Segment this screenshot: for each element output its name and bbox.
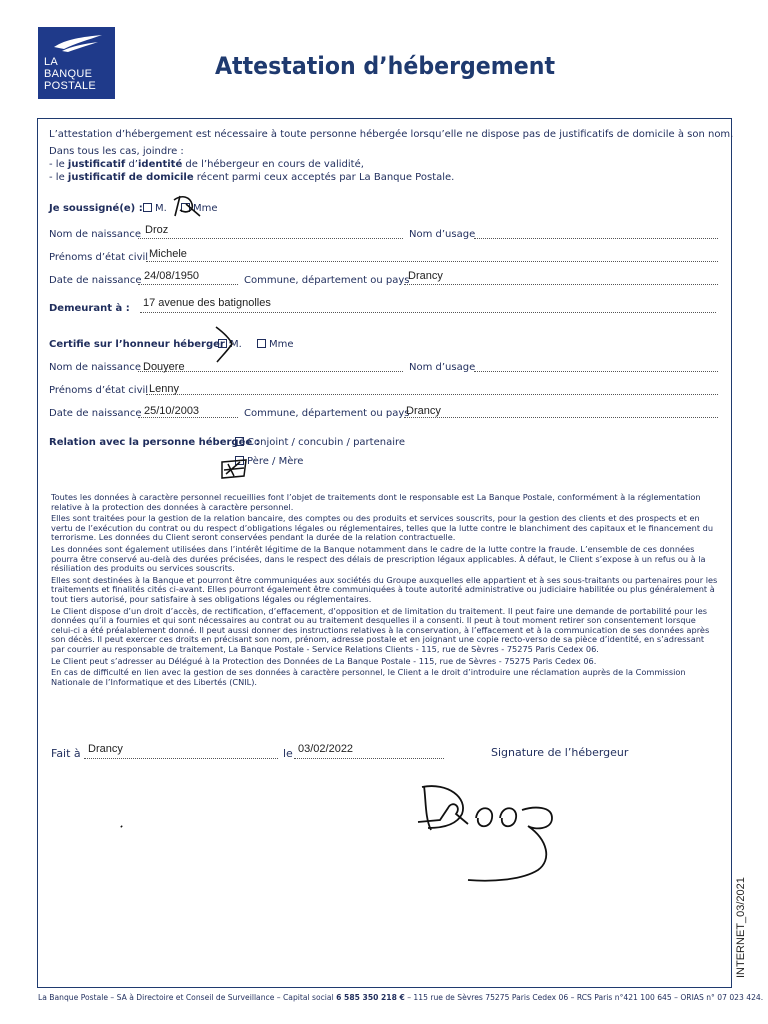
fait-value[interactable]: Drancy [88, 743, 123, 755]
host-signature-icon [418, 786, 552, 881]
legal-paragraph-2: Elles sont traitées pour la gestion de la relation bancaire, des comptes ou des produits et services souscrits, pour la gestion des clients et des prospects et en vertu de l’exécution du contrat ou du respect d’obligations légales ou réglementaires, telles que la lutte contre le blanchiment des capitaux et le financement du terrorisme. Les données du Client seront conservées pendant la durée de la relation contractuelle. [51, 513, 714, 543]
host-birth-name-value[interactable]: Droz [145, 224, 169, 236]
relation-opt-1-label: Conjoint / concubin / partenaire [247, 437, 406, 448]
guest-opt-m-label: M. [230, 339, 242, 350]
guest-opt-mme-label: Mme [269, 339, 294, 350]
host-opt-m-label: M. [155, 203, 167, 214]
fait-label: Fait à [51, 747, 81, 760]
guest-birth-name-label: Nom de naissance [49, 362, 141, 373]
intro-item-1-prefix: - le [49, 159, 68, 170]
host-commune-value[interactable]: Drancy [408, 270, 443, 282]
page-title: Attestation d’hébergement [214, 52, 556, 80]
logo-line-1: LA [44, 56, 59, 68]
guest-birth-date-label: Date de naissance [49, 408, 142, 419]
footer-suffix: – 115 rue de Sèvres 75275 Paris Cedex 06 – RCS Paris n°421 100 645 – ORIAS n° 07 023 424. [404, 993, 764, 1002]
footer-capital: 6 585 350 218 € [336, 993, 405, 1002]
host-address-value[interactable]: 17 avenue des batignolles [143, 297, 271, 309]
intro-item-2-bold: justificatif de domicile [67, 172, 194, 183]
le-value[interactable]: 03/02/2022 [298, 743, 354, 755]
guest-birth-date-value[interactable]: 25/10/2003 [144, 405, 200, 417]
document-code: INTERNET_03/2021 [735, 877, 747, 978]
relation-opt-2-label: Père / Mère [247, 456, 304, 467]
legal-notice [51, 493, 719, 689]
intro-line-2: Dans tous les cas, joindre : [49, 146, 184, 157]
stray-dot [121, 826, 122, 827]
host-birth-date-label: Date de naissance [49, 275, 142, 286]
guest-first-names-label: Prénoms d’état civil [49, 385, 149, 396]
le-line [294, 758, 444, 759]
intro-item-1-bold-2: identité [137, 159, 183, 170]
host-first-names-label: Prénoms d’état civil [49, 252, 149, 263]
intro-item-2-prefix: - le [49, 172, 68, 183]
guest-checkmark-scribble [216, 327, 232, 362]
relation-checkmark-scribble [222, 460, 246, 478]
host-first-names-value[interactable]: Michele [149, 248, 187, 260]
intro-item-1-mid: d’ [125, 159, 138, 170]
intro-line-1: L’attestation d’hébergement est nécessaire à toute personne hébergée lorsqu’elle ne dispose pas de justificatifs de domicile à son nom. [49, 129, 734, 140]
legal-paragraph-3: Les données sont également utilisées dans l’intérêt légitime de la Banque notamment dans le cadre de la lutte contre la fraude. L’ensemble de ces données pourra être conservé au-delà des durées précisées, dans le respect des délais de prescription légaux applicables. À défaut, le Client s’expose à un refus ou à la résiliation des produits ou services souscrits. [51, 543, 706, 574]
signature-label: Signature de l’hébergeur [491, 746, 629, 759]
fait-line [84, 758, 278, 759]
host-commune-label: Commune, département ou pays [244, 275, 410, 286]
intro-item-2-suffix: récent parmi ceux acceptés par La Banque Postale. [193, 172, 455, 183]
guest-birth-name-value[interactable]: Douyere [143, 361, 185, 373]
footer-prefix: La Banque Postale – SA à Directoire et Conseil de Surveillance – Capital social [38, 993, 337, 1002]
host-birth-name-label: Nom de naissance [49, 229, 141, 240]
host-opt-mme-label: Mme [193, 203, 218, 214]
footer-legal [38, 993, 763, 1002]
guest-usage-name-label: Nom d’usage [409, 362, 476, 373]
intro-item-1-suffix: de l’hébergeur en cours de validité, [182, 159, 364, 170]
host-address-label: Demeurant à : [49, 303, 130, 314]
guest-commune-value[interactable]: Drancy [406, 405, 441, 417]
legal-paragraph-5: Le Client dispose d’un droit d’accès, de rectification, d’effacement, d’opposition et de limitation du traitement. Il peut faire une demande de portabilité pour les données qu’il a fournies et qui sont nécessaires au contrat ou au traitement desquelles il a consenti. Il peut à tout moment retirer son consentement lorsque celui-ci a été préalablement donné. Il peut aussi donner des instructions relatives à la conservation, à l’effacement et à la communication de ses données après son décès. Il peut exercer ces droits en précisant son nom, prénom, adresse postale et en joignant une copie recto-verso de sa pièce d’identité, en s’adressant par courrier au responsable de traitement, La Banque Postale - Service Relations Clients - 115, rue de Sèvres - 75275 Paris Cedex 06. [51, 605, 710, 654]
le-label: le [283, 747, 293, 760]
legal-paragraph-1: Toutes les données à caractère personnel recueillies font l’objet de traitements dont le responsable est La Banque Postale, conformément à la réglementation relative à la protection des données à caractère personnel. [51, 492, 701, 512]
guest-label: Certifie sur l’honneur héberger : [49, 339, 233, 350]
logo-line-3: POSTALE [44, 80, 97, 92]
legal-paragraph-6: Le Client peut s’adresser au Délégué à la Protection des Données de La Banque Postale - 115, rue de Sèvres - 75275 Paris Cedex 06. [51, 655, 597, 666]
host-checkmark-scribble [174, 196, 200, 216]
relation-label: Relation avec la personne hébergée : [49, 437, 260, 448]
intro-item-1-bold-1: justificatif [67, 159, 126, 170]
host-label: Je soussigné(e) : [49, 203, 143, 214]
logo-line-2: BANQUE [44, 68, 93, 80]
legal-paragraph-4: Elles sont destinées à la Banque et pourront être communiquées aux sociétés du Groupe auxquelles elle appartient et à ses sous-traitants ou partenaires pour les traitements et finalités cités ci-avant. Elles pourront également être communiquées à toute autorité administrative ou judiciaire habilitée ou plus généralement à tout tiers autorisé, pour satisfaire à ses obligations légales ou réglementaires. [51, 574, 718, 604]
legal-paragraph-7: En cas de difficulté en lien avec la gestion de ses données à caractère personnel, le Client a le droit d’introduire une réclamation auprès de la Commission Nationale de l’Informatique et des Libertés (CNIL). [51, 667, 686, 687]
guest-commune-label: Commune, département ou pays [244, 408, 410, 419]
host-usage-name-label: Nom d’usage [409, 229, 476, 240]
host-birth-date-value[interactable]: 24/08/1950 [144, 270, 200, 282]
guest-first-names-value[interactable]: Lenny [149, 383, 179, 395]
